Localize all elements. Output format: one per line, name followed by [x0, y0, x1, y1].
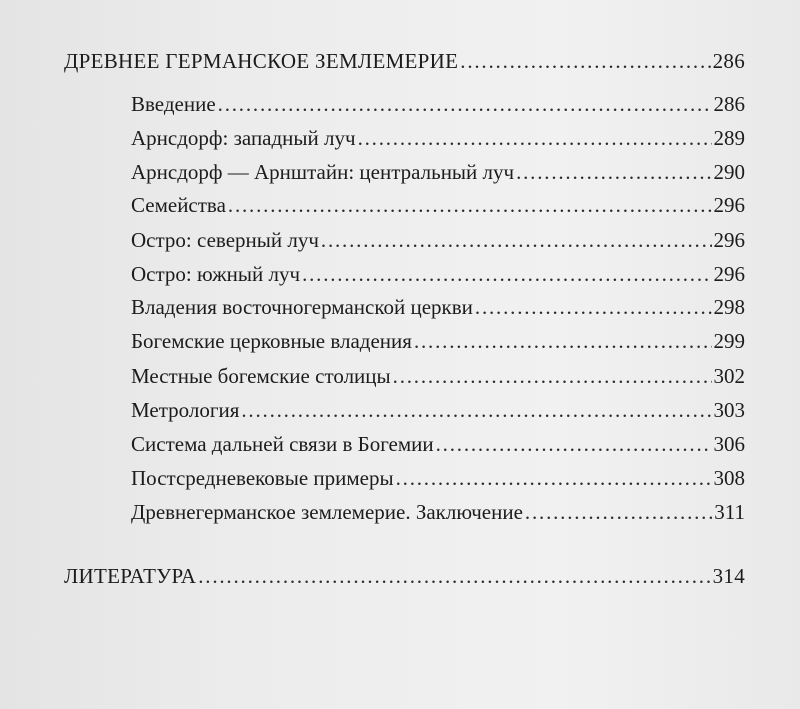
toc-entry-title: Остро: северный луч — [131, 228, 319, 252]
toc-entry — [131, 395, 745, 425]
toc-dot-leader — [516, 157, 711, 187]
toc-dot-leader — [396, 463, 712, 493]
toc-dot-leader — [218, 89, 712, 119]
toc-entry — [131, 497, 745, 527]
toc-page-number: 308 — [713, 466, 745, 490]
toc-page-number: 286 — [713, 92, 745, 116]
toc-dot-leader — [302, 259, 711, 289]
toc-entry-title: Местные богемские столицы — [131, 364, 391, 388]
toc-section-heading — [64, 46, 745, 76]
toc-page-number: 302 — [713, 364, 745, 388]
toc-entry-title: Постсредневековые примеры — [131, 466, 394, 490]
toc-dot-leader — [241, 395, 711, 425]
toc-entry — [131, 89, 745, 119]
toc-page-number: 286 — [712, 49, 745, 73]
toc-entry — [131, 429, 745, 459]
toc-entry-title: Арнсдорф: западный луч — [131, 126, 356, 150]
toc-dot-leader — [393, 361, 712, 391]
toc-entry — [131, 259, 745, 289]
toc-entry-title: Древнегерманское землемерие. Заключение — [131, 500, 523, 524]
toc-entry-title: Введение — [131, 92, 216, 116]
toc-dot-leader — [321, 225, 712, 255]
toc-entry — [131, 190, 745, 220]
toc-page-number: 311 — [714, 500, 745, 524]
toc-dot-leader — [525, 497, 712, 527]
toc-entry — [131, 326, 745, 356]
toc-section-title: ЛИТЕРАТУРА — [64, 564, 197, 588]
toc-page-number: 290 — [713, 160, 745, 184]
toc-page-number: 298 — [713, 295, 745, 319]
toc-dot-leader — [460, 46, 710, 76]
toc-page-number: 314 — [712, 564, 745, 588]
toc-page-number: 296 — [713, 193, 745, 217]
toc-page-number: 296 — [713, 228, 745, 252]
toc-entry-title: Метрология — [131, 398, 240, 422]
toc-entry-title: Остро: южный луч — [131, 262, 301, 286]
toc-entry — [131, 292, 745, 322]
toc-entry — [131, 157, 745, 187]
toc-dot-leader — [228, 190, 712, 220]
toc-entry-title: Система дальней связи в Богемии — [131, 432, 434, 456]
toc-entry — [131, 361, 745, 391]
toc-page-number: 299 — [713, 329, 745, 353]
toc-page-number: 289 — [713, 126, 745, 150]
toc-dot-leader — [358, 123, 712, 153]
toc-dot-leader — [436, 429, 712, 459]
toc-dot-leader — [414, 326, 712, 356]
toc-entry-title: Владения восточногерманской церкви — [131, 295, 473, 319]
toc-entry — [131, 123, 745, 153]
toc-entry-title: Богемские церковные владения — [131, 329, 412, 353]
toc-section-title: ДРЕВНЕЕ ГЕРМАНСКОЕ ЗЕМЛЕМЕРИЕ — [64, 49, 459, 73]
toc-dot-leader — [475, 292, 712, 322]
toc-entry — [131, 225, 745, 255]
toc-entry-title: Семейства — [131, 193, 226, 217]
toc-page-number: 306 — [713, 432, 745, 456]
toc-page-number: 303 — [713, 398, 745, 422]
toc-entry — [131, 463, 745, 493]
toc-dot-leader — [198, 561, 710, 591]
toc-page-number: 296 — [713, 262, 745, 286]
toc-section-heading — [64, 561, 745, 591]
toc-entry-title: Арнсдорф — Арнштайн: центральный луч — [131, 160, 515, 184]
